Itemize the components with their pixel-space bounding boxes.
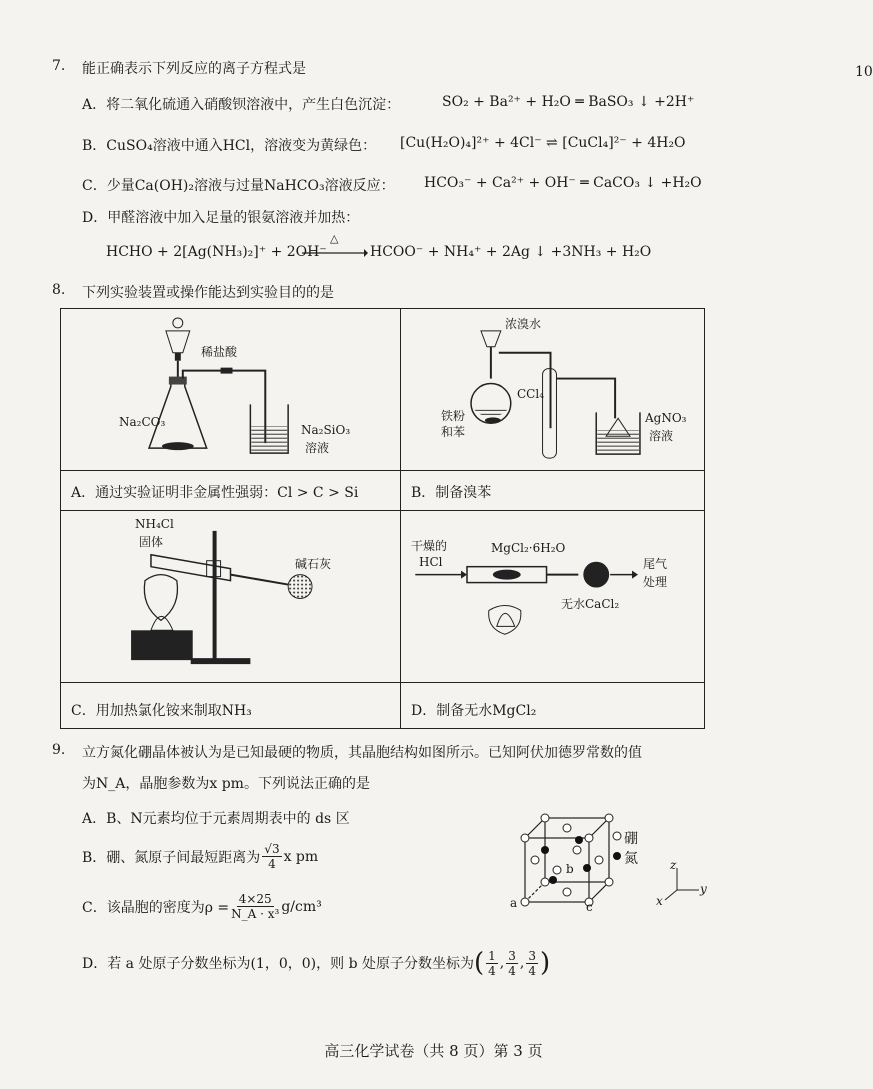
q7-option-a-text: A．将二氧化硫通入硝酸钡溶液中，产生白色沉淀： <box>82 97 401 113</box>
q7-option-c-text: C．少量Ca(OH)₂溶液与过量NaHCO₃溶液反应： <box>82 178 395 194</box>
q9-option-b-prefix: B．硼、氮原子间最短距离为 <box>82 849 261 866</box>
caption-a: A．通过实验证明非金属性强弱：Cl > C > Si <box>71 485 359 501</box>
q7-option-d-equation-left: HCHO + 2[Ag(NH₃)₂]⁺ + 2OH⁻ <box>106 244 327 260</box>
label-solid: 固体 <box>139 535 164 549</box>
caption-c: C．用加热氯化铵来制取NH₃ <box>71 703 252 719</box>
q9-option-c-denominator: N_A · x³ <box>231 907 280 921</box>
q9-option-b-fraction <box>262 842 281 871</box>
q9-axis-z: z <box>670 858 677 872</box>
label-benzene: 和苯 <box>441 425 466 439</box>
label-anhydrous-cacl2: 无水CaCl₂ <box>561 597 620 611</box>
label-treatment: 处理 <box>643 575 668 589</box>
q9-option-c-fraction <box>231 892 279 921</box>
q8-cell-d-caption <box>401 683 705 729</box>
q8-stem: 下列实验装置或操作能达到实验目的的是 <box>82 285 334 301</box>
apparatus-c-drawing <box>61 511 400 682</box>
q7-option-a-equation: SO₂ + Ba²⁺ + H₂O ═ BaSO₃ ↓ +2H⁺ <box>442 94 695 110</box>
q7-option-d-equation-right: HCOO⁻ + NH₄⁺ + 2Ag ↓ +3NH₃ + H₂O <box>370 244 652 260</box>
apparatus-a-drawing <box>61 309 400 470</box>
q9-option-c <box>82 892 322 921</box>
label-dilute-hcl: 稀盐酸 <box>201 345 238 359</box>
label-na2co3: Na₂CO₃ <box>119 415 166 429</box>
q9-option-b-numerator: √3 <box>264 842 280 856</box>
page-footer: 高三化学试卷（共 8 页）第 3 页 <box>324 1042 543 1060</box>
caption-d: D．制备无水MgCl₂ <box>411 703 537 719</box>
label-solution-a: 溶液 <box>305 441 330 455</box>
q9-coord-1 <box>486 949 498 978</box>
q9-coord-2-num: 3 <box>508 948 516 963</box>
apparatus-b-drawing <box>401 309 704 470</box>
q9-coord-2-den: 4 <box>508 963 516 978</box>
q7-option-b-text: B．CuSO₄溶液中通入HCl，溶液变为黄绿色： <box>82 138 377 154</box>
q9-coord-3 <box>526 949 538 978</box>
q9-paren-close: ) <box>539 948 551 978</box>
q9-option-c-prefix: C．该晶胞的密度为ρ = <box>82 899 230 916</box>
q9-unit-cell-figure <box>505 810 725 910</box>
q9-axis-y: y <box>700 882 707 896</box>
q9-legend-boron: 硼 <box>624 831 638 847</box>
q9-stem-line1: 立方氮化硼晶体被认为是已知最硬的物质，其晶胞结构如图所示。已知阿伏加德罗常数的值 <box>82 745 642 761</box>
q9-option-d-prefix: D．若 a 处原子分数坐标为(1，0，0)，则 b 处原子分数坐标为 <box>82 956 474 972</box>
q9-point-c: c <box>586 900 593 914</box>
q9-coord-2 <box>506 949 518 978</box>
q7-number: 7. <box>52 58 66 74</box>
q8-cell-a-figure <box>61 309 401 471</box>
label-soda-lime: 碱石灰 <box>295 557 332 571</box>
q9-option-b-suffix: x pm <box>283 848 319 865</box>
q9-paren-open: ( <box>473 948 485 978</box>
label-dry: 干燥的 <box>411 539 448 553</box>
q8-cell-a-caption <box>61 471 401 511</box>
q8-number: 8. <box>52 282 66 298</box>
label-hcl: HCl <box>419 555 443 569</box>
label-na2sio3: Na₂SiO₃ <box>301 423 351 437</box>
q8-cell-b-caption <box>401 471 705 511</box>
q7-stem: 能正确表示下列反应的离子方程式是 <box>82 61 306 77</box>
q9-point-b: b <box>566 862 574 876</box>
q7-reaction-arrow <box>302 248 368 258</box>
q9-number: 9. <box>52 742 66 758</box>
q9-option-c-suffix: g/cm³ <box>281 898 322 915</box>
q9-axis-x: x <box>656 894 663 908</box>
label-mgcl2-hydrate: MgCl₂·6H₂O <box>491 541 566 555</box>
q7-option-d-text: D．甲醛溶液中加入足量的银氨溶液并加热： <box>82 210 360 226</box>
label-solution-b: 溶液 <box>649 429 674 443</box>
q8-apparatus-table <box>60 308 705 729</box>
q7-option-c-equation: HCO₃⁻ + Ca²⁺ + OH⁻ ═ CaCO₃ ↓ +H₂O <box>424 175 702 191</box>
q7-heat-condition: △ <box>330 232 339 245</box>
q8-cell-c-figure <box>61 511 401 683</box>
label-tail-gas: 尾气 <box>643 557 668 571</box>
q7-option-b-equation: [Cu(H₂O)₄]²⁺ + 4Cl⁻ ⇌ [CuCl₄]²⁻ + 4H₂O <box>400 135 686 151</box>
q9-coord-3-den: 4 <box>528 963 536 978</box>
q9-legend-nitrogen: 氮 <box>624 851 638 867</box>
q9-coord-1-den: 4 <box>488 963 496 978</box>
q8-cell-d-figure <box>401 511 705 683</box>
q9-option-b <box>82 842 318 871</box>
q9-coord-3-num: 3 <box>528 948 536 963</box>
caption-b: B．制备溴苯 <box>411 485 492 501</box>
label-ccl4: CCl₄ <box>517 387 545 401</box>
label-agno3: AgNO₃ <box>645 411 687 425</box>
label-iron-powder: 铁粉 <box>441 409 466 423</box>
label-bromine-water: 浓溴水 <box>505 317 542 331</box>
q9-stem-line2: 为N_A，晶胞参数为x pm。下列说法正确的是 <box>82 776 370 792</box>
q9-option-c-numerator: 4×25 <box>238 892 272 906</box>
q9-option-d: D．若 a 处原子分数坐标为(1，0，0)，则 b 处原子分数坐标为 ( $\frac{1}{4}$ , $\frac{3}{4}$ , $\frac{3}{4}$ ) <box>82 948 551 978</box>
page-corner-mark: 10 <box>855 64 873 80</box>
label-nh4cl: NH₄Cl <box>135 517 174 531</box>
q9-point-a: a <box>510 896 518 910</box>
q8-cell-c-caption <box>61 683 401 729</box>
q9-coord-1-num: 1 <box>488 948 496 963</box>
q8-cell-b-figure <box>401 309 705 471</box>
q9-option-a: A．B、N元素均位于元素周期表中的 ds 区 <box>82 811 350 827</box>
q9-option-b-denominator: 4 <box>268 857 276 871</box>
